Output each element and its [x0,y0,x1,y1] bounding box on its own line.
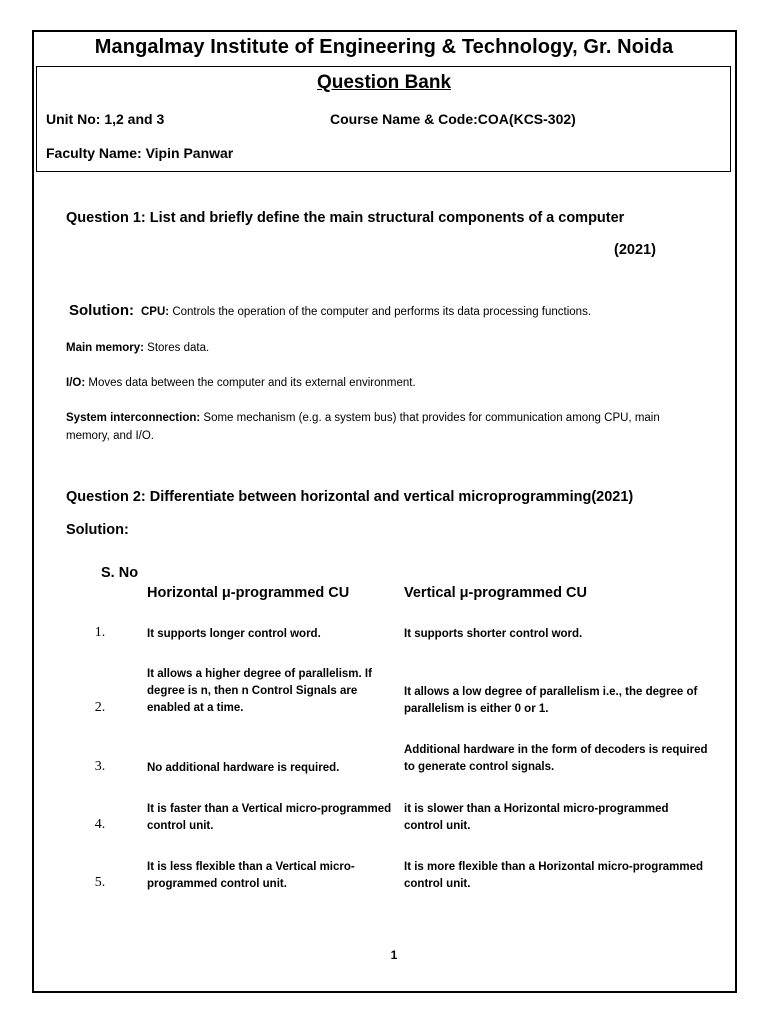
row-4-horizontal: It is faster than a Vertical micro-programmed control unit. [147,803,392,832]
course-name-code: Course Name & Code:COA(KCS-302) [330,111,576,127]
question-1: Question 1: List and briefly define the main structural components of a computer [66,210,625,226]
solution-item-main-memory [66,339,706,357]
item-term: Main memory: [66,342,144,354]
solution-item-interconnection [66,409,706,445]
row-5-horizontal: It is less flexible than a Vertical micro-programmed control unit. [147,861,355,890]
item-text: Moves data between the computer and its external environment. [85,377,416,389]
row-2-vertical: It allows a low degree of parallelism i.e., the degree of parallelism is either 0 or 1. [404,686,698,715]
item-text: Controls the operation of the computer and performs its data processing functions. [169,306,592,318]
row-3-vertical: Additional hardware in the form of decoders is required to generate control signals. [404,744,708,773]
row-2-sno: 2. [94,700,106,715]
solution-item-cpu [141,303,701,321]
row-2-horizontal: It allows a higher degree of parallelism. If degree is n, then n Control Signals are enabled at a time. [147,668,372,714]
row-4-vertical: it is slower than a Horizontal micro-programmed control unit. [404,803,669,832]
row-4-sno: 4. [94,817,106,832]
question-1-year: (2021) [614,242,656,258]
row-3-sno: 3. [94,759,106,774]
faculty-name: Faculty Name: Vipin Panwar [46,145,234,161]
item-term: I/O: [66,377,86,389]
row-5-vertical: It is more flexible than a Horizontal micro-programmed control unit. [404,861,704,890]
solution-1-label: Solution: [69,302,134,319]
row-1-vertical: It supports shorter control word. [404,628,583,640]
header-horizontal: Horizontal μ-programmed CU [147,585,350,601]
document-title: Question Bank [316,72,452,93]
page-border [32,30,737,993]
solution-2-label: Solution: [66,522,129,538]
item-term: CPU: [141,306,170,318]
question-2: Question 2: Differentiate between horizontal and vertical microprogramming(2021) [66,489,634,505]
row-1-horizontal: It supports longer control word. [147,628,321,640]
row-5-sno: 5. [94,875,106,890]
row-1-sno: 1. [94,625,106,640]
solution-item-io [66,374,706,392]
header-vertical: Vertical μ-programmed CU [404,585,587,601]
page-number: 1 [390,948,398,962]
unit-number: Unit No: 1,2 and 3 [46,111,165,127]
item-term: System interconnection: [66,412,201,424]
institute-name: Mangalmay Institute of Engineering & Technology, Gr. Noida [94,36,674,58]
row-3-horizontal: No additional hardware is required. [147,762,340,774]
header-sno: S. No [101,565,139,581]
item-text: Stores data. [143,342,210,354]
item-text: Some mechanism (e.g. a system bus) that provides for communication among CPU, main memory, and I/O. [66,412,660,442]
